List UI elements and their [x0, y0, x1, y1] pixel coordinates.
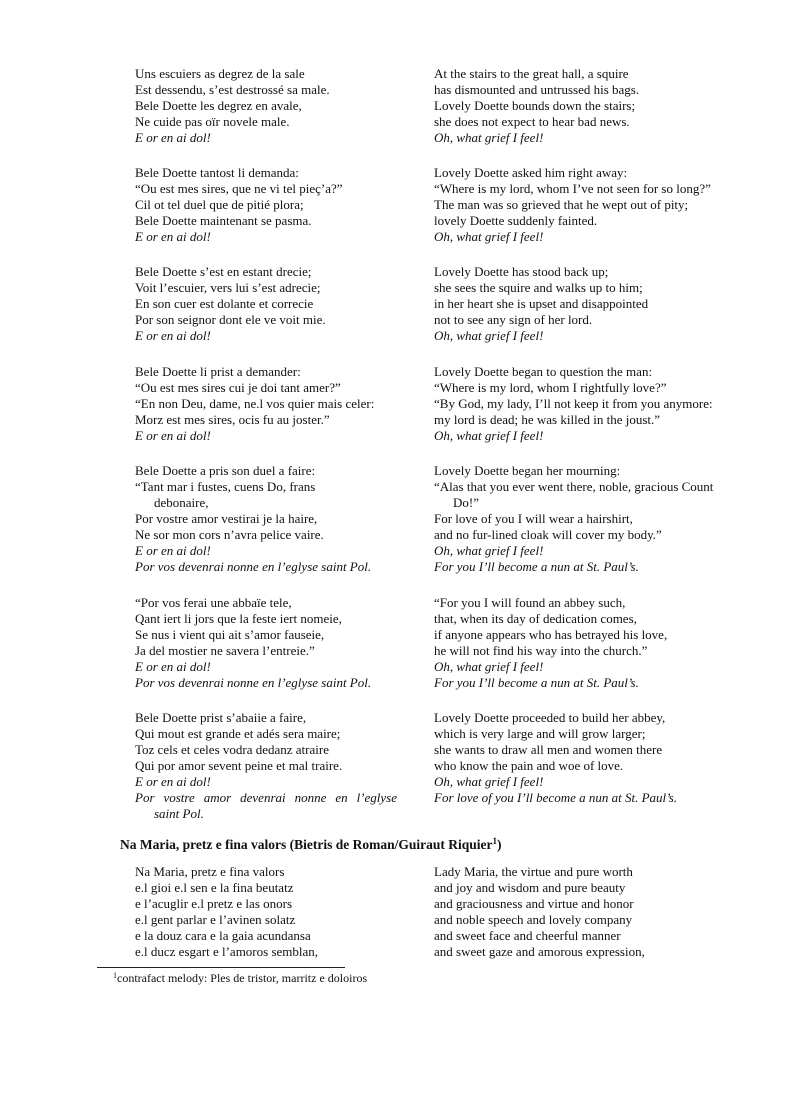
- verse-line: Qui por amor sevent peine et mal traire.: [135, 758, 343, 773]
- section-title: Na Maria, pretz e fina valors (Bietris de Roman/Guiraut Riquier: [120, 837, 493, 852]
- verse-line: that, when its day of dedication comes,: [434, 611, 637, 626]
- verse-line: “Por vos ferai une abbaïe tele,: [135, 595, 292, 610]
- verse-line: which is very large and will grow larger;: [434, 726, 646, 741]
- verse-line: Ja del mostier ne savera l’entreie.”: [135, 643, 315, 658]
- verse-line: Lovely Doette began to question the man:: [434, 364, 653, 379]
- section-heading: [120, 837, 720, 853]
- verse-line: Lovely Doette asked him right away:: [434, 165, 628, 180]
- verse-line: e la douz cara e la gaia acundansa: [135, 928, 311, 943]
- verse-line: if anyone appears who has betrayed his love,: [434, 627, 668, 642]
- verse-line: Voit l’escuier, vers lui s’est adrecie;: [135, 280, 321, 295]
- verse-line: she sees the squire and walks up to him;: [434, 280, 643, 295]
- verse-line: not to see any sign of her lord.: [434, 312, 593, 327]
- verse-line: Por vostre amor vestirai je la haire,: [135, 511, 318, 526]
- translation-text: [434, 364, 746, 444]
- translation-text: [434, 264, 746, 344]
- refrain-line: E or en ai dol!: [135, 774, 211, 789]
- verse-line: “Alas that you ever went there, noble, gracious Count: [434, 479, 714, 494]
- verse-line: he will not find his way into the church.”: [434, 643, 648, 658]
- verse-line: Bele Doette prist s’abaiie a faire,: [135, 710, 307, 725]
- verse-line: she wants to draw all men and women there: [434, 742, 663, 757]
- verse-line: Bele Doette li prist a demander:: [135, 364, 301, 379]
- verse-line: has dismounted and untrussed his bags.: [434, 82, 640, 97]
- verse-line: and joy and wisdom and pure beauty: [434, 880, 626, 895]
- original-text: [135, 710, 397, 822]
- verse-line: Bele Doette tantost li demanda:: [135, 165, 299, 180]
- verse-line: and no fur-lined cloak will cover my body.”: [434, 527, 662, 542]
- verse-line: Lovely Doette began her mourning:: [434, 463, 621, 478]
- refrain-line: For you I’ll become a nun at St. Paul’s.: [434, 675, 639, 690]
- verse-line: Por son seignor dont ele ve voit mie.: [135, 312, 326, 327]
- refrain-line: Oh, what grief I feel!: [434, 659, 544, 674]
- verse-line: and sweet gaze and amorous expression,: [434, 944, 645, 959]
- verse-line: “For you I will found an abbey such,: [434, 595, 626, 610]
- refrain-line: E or en ai dol!: [135, 130, 211, 145]
- verse-line: Lovely Doette proceeded to build her abbey,: [434, 710, 666, 725]
- refrain-line: Oh, what grief I feel!: [434, 130, 544, 145]
- verse-line: lovely Doette suddenly fainted.: [434, 213, 598, 228]
- refrain-line: E or en ai dol!: [135, 229, 211, 244]
- verse-line: Lady Maria, the virtue and pure worth: [434, 864, 633, 879]
- refrain-line: For you I’ll become a nun at St. Paul’s.: [434, 559, 639, 574]
- translation-text: [434, 165, 746, 245]
- verse-line: and graciousness and virtue and honor: [434, 896, 634, 911]
- original-text: [135, 463, 397, 575]
- original-text: [135, 264, 397, 344]
- verse-line: Toz cels et celes vodra dedanz atraire: [135, 742, 329, 757]
- verse-line: Ne sor mon cors n’avra pelice vaire.: [135, 527, 324, 542]
- section-title-close: ): [496, 837, 502, 852]
- verse-line: Morz est mes sires, ocis fu au joster.”: [135, 412, 330, 427]
- verse-line: Na Maria, pretz e fina valors: [135, 864, 285, 879]
- verse-line: “Ou est mes sires cui je doi tant amer?”: [135, 380, 341, 395]
- refrain-line: E or en ai dol!: [135, 543, 211, 558]
- verse-line: she does not expect to hear bad news.: [434, 114, 630, 129]
- verse-line: Bele Doette maintenant se pasma.: [135, 213, 312, 228]
- verse-line: who know the pain and woe of love.: [434, 758, 624, 773]
- refrain-line: Oh, what grief I feel!: [434, 229, 544, 244]
- translation-text: [434, 710, 746, 806]
- verse-line: in her heart she is upset and disappointed: [434, 296, 649, 311]
- verse-line: e.l ducz esgart e l’amoros semblan,: [135, 944, 319, 959]
- verse-line: En son cuer est dolante et correcie: [135, 296, 314, 311]
- verse-line: Lovely Doette has stood back up;: [434, 264, 609, 279]
- verse-line: e l’acuglir e.l pretz e las onors: [135, 896, 293, 911]
- original-text: [135, 66, 397, 146]
- translation-text: [434, 66, 746, 146]
- refrain-line: Por vos devenrai nonne en l’eglyse saint Pol.: [135, 559, 372, 574]
- refrain-line: Por vostre amor devenrai nonne en l’eglyse: [135, 790, 397, 805]
- original-text: [135, 364, 397, 444]
- original-text: [135, 864, 397, 960]
- footnote-mark: 1: [113, 971, 117, 980]
- verse-line: e.l gent parlar e l’avinen solatz: [135, 912, 296, 927]
- verse-line: “En non Deu, dame, ne.l vos quier mais celer:: [135, 396, 375, 411]
- verse-line: Bele Doette s’est en estant drecie;: [135, 264, 312, 279]
- refrain-line: For love of you I’ll become a nun at St. Paul’s.: [434, 790, 678, 805]
- verse-line: “Ou est mes sires, que ne vi tel pieç’a?”: [135, 181, 343, 196]
- verse-line: Lovely Doette bounds down the stairs;: [434, 98, 636, 113]
- verse-line: “Tant mar i fustes, cuens Do, frans: [135, 479, 316, 494]
- verse-line: Est dessendu, s’est destrossé sa male.: [135, 82, 330, 97]
- refrain-line: E or en ai dol!: [135, 328, 211, 343]
- refrain-line: Oh, what grief I feel!: [434, 428, 544, 443]
- verse-line: Bele Doette les degrez en avale,: [135, 98, 302, 113]
- refrain-line: E or en ai dol!: [135, 659, 211, 674]
- refrain-line: Oh, what grief I feel!: [434, 328, 544, 343]
- refrain-line: Oh, what grief I feel!: [434, 543, 544, 558]
- footnote-divider: [97, 967, 345, 968]
- translation-text: [434, 463, 746, 575]
- verse-line: “Where is my lord, whom I’ve not seen for so long?”: [434, 181, 711, 196]
- verse-line: and noble speech and lovely company: [434, 912, 633, 927]
- verse-line: my lord is dead; he was killed in the joust.”: [434, 412, 661, 427]
- footnote: [113, 971, 713, 986]
- original-text: [135, 595, 397, 691]
- verse-line: Cil ot tel duel que de pitié plora;: [135, 197, 304, 212]
- verse-line: The man was so grieved that he wept out of pity;: [434, 197, 689, 212]
- verse-line: At the stairs to the great hall, a squire: [434, 66, 629, 81]
- refrain-line: Oh, what grief I feel!: [434, 774, 544, 789]
- verse-line-continuation: debonaire,: [154, 495, 209, 510]
- verse-line: Qant iert li jors que la feste iert nomeie,: [135, 611, 342, 626]
- verse-line: Bele Doette a pris son duel a faire:: [135, 463, 316, 478]
- verse-line: and sweet face and cheerful manner: [434, 928, 621, 943]
- verse-line: Ne cuide pas oïr novele male.: [135, 114, 290, 129]
- verse-line: Uns escuiers as degrez de la sale: [135, 66, 305, 81]
- refrain-line-continuation: saint Pol.: [154, 806, 204, 821]
- refrain-line: Por vos devenrai nonne en l’eglyse saint Pol.: [135, 675, 372, 690]
- verse-line: Se nus i vient qui ait s’amor fauseie,: [135, 627, 325, 642]
- verse-line: For love of you I will wear a hairshirt,: [434, 511, 633, 526]
- verse-line: “Where is my lord, whom I rightfully love?”: [434, 380, 667, 395]
- footnote-mark: 1: [492, 836, 497, 846]
- verse-line: “By God, my lady, I’ll not keep it from you anymore:: [434, 396, 713, 411]
- refrain-line: E or en ai dol!: [135, 428, 211, 443]
- verse-line: e.l gioi e.l sen e la fina beutatz: [135, 880, 294, 895]
- verse-line-continuation: Do!”: [453, 495, 479, 510]
- translation-text: [434, 864, 746, 960]
- verse-line: Qui mout est grande et adés sera maire;: [135, 726, 341, 741]
- footnote-text: contrafact melody: Ples de tristor, marritz e doloiros: [117, 971, 368, 985]
- translation-text: [434, 595, 746, 691]
- original-text: [135, 165, 397, 245]
